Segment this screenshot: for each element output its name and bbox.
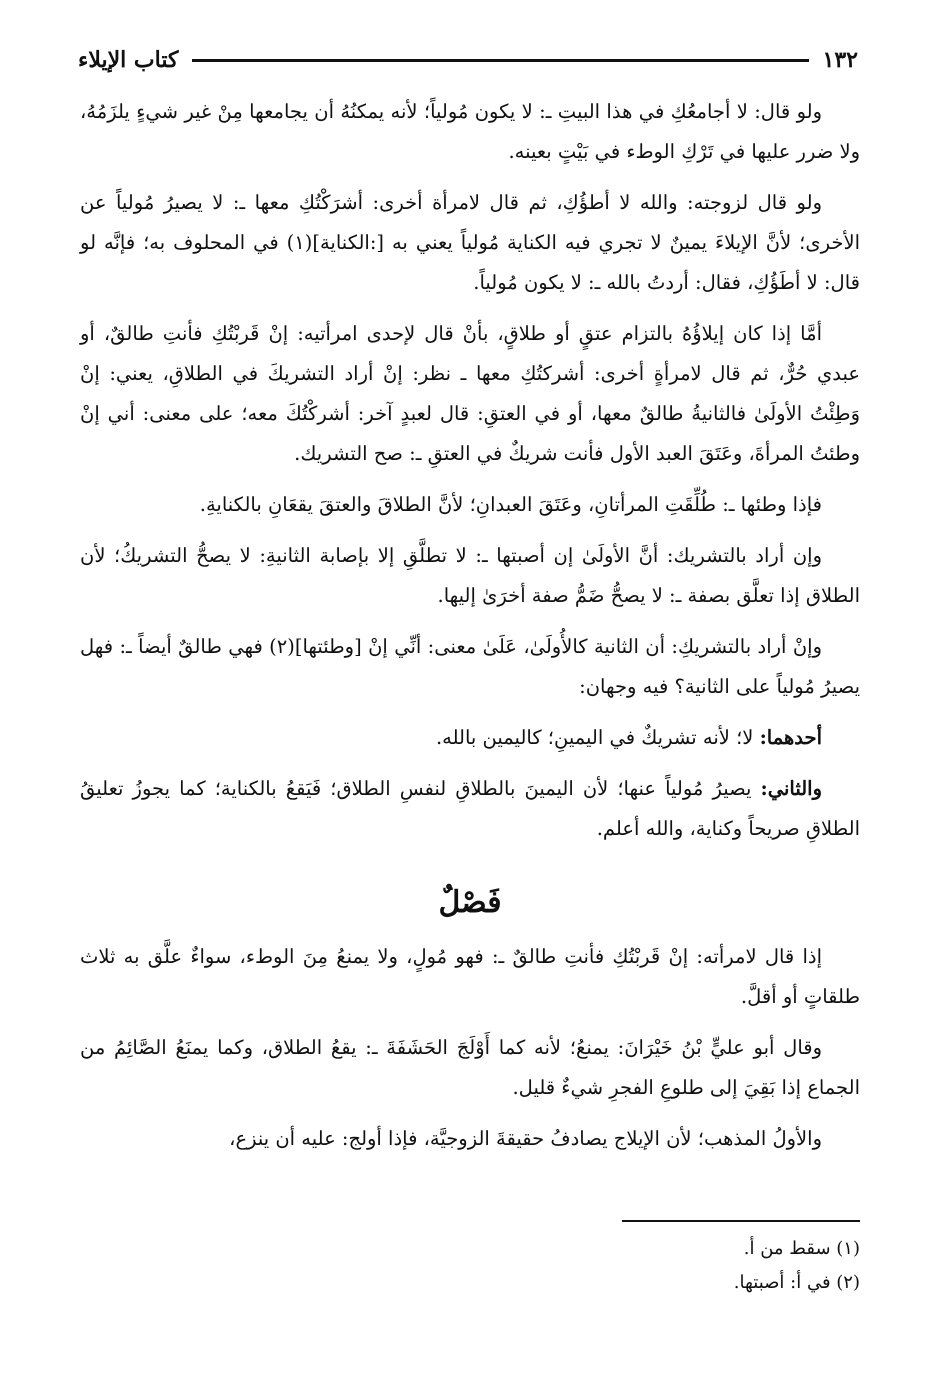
- page-header: [78, 40, 858, 80]
- paragraph: ولو قال: لا أجامعُكِ في هذا البيتِ ـ: لا يكون مُولياً؛ لأنه يمكنُهُ أن يجامعها مِنْ غير شيءٍ يلزَمُهُ، ولا ضرر عليها في تَرْكِ الوطء في بَيْتٍ بعينه.: [80, 100, 860, 163]
- footnotes: [80, 1232, 860, 1300]
- aspect-one-text: لا؛ لأنه تشريكٌ في اليمينِ؛ كاليمين بالله.: [435, 726, 760, 749]
- aspect-one-lead: أحدهما:: [759, 726, 822, 749]
- section-paragraph: إذا قال لامرأته: إنْ قَربْتُكِ فأنتِ طالقٌ ـ: فهو مُولٍ، ولا يمنعُ مِنَ الوطء، سواءٌ علَّق به ثلاث طلقاتٍ أو أقلَّ.: [80, 945, 860, 1008]
- aspect-two-lead: والثاني:: [760, 777, 822, 800]
- paragraph: ولو قال لزوجته: والله لا أطؤُكِ، ثم قال لامرأة أخرى: أشرَكْتُكِ معها ـ: لا يصيرُ مُولياً عن الأخرى؛ لأنَّ الإيلاءَ يمينٌ لا تجري فيه الكناية مُولياً يعني به [:الكناية](١) في المحلوف به؛ فإنَّه لو قال: لا أطَؤُكِ، فقال: أردتُ بالله ـ: لا يكون مُولياً.: [80, 191, 860, 294]
- paragraph: فإذا وطئها ـ: طُلِّقَتِ المرأتانِ، وعَتَقَ العبدانِ؛ لأنَّ الطلاقَ والعتقَ يقعَانِ بالكنايةِ.: [199, 493, 822, 516]
- section-paragraph: والأولُ المذهب؛ لأن الإيلاج يصادفُ حقيقةَ الزوجيَّة، فإذا أولج: عليه أن ينزع،: [229, 1127, 822, 1150]
- section-paragraph: وقال أبو عليٍّ بْنُ خَيْرَانَ: يمنعُ؛ لأنه كما أَوْلَجَ الحَشَفَةَ ـ: يقعُ الطلاق، وكما يمنَعُ الصَّائِمُ من الجماع إذا بَقِيَ إلى طلوعِ الفجرِ شيءٌ قليل.: [80, 1036, 860, 1099]
- aspect-one: [80, 718, 860, 758]
- paragraph: وإن أراد بالتشريك: أنَّ الأولَىٰ إن أصبتها ـ: لا تطلَّقِ إلا بإصابة الثانيةِ: لا يصحُّ التشريكُ؛ لأن الطلاق إذا تعلَّق بصفة ـ: لا يصحُّ ضَمُّ صفة أخرَىٰ إليها.: [80, 544, 860, 607]
- header-rule: [192, 59, 808, 62]
- paragraph: وإنْ أراد بالتشريكِ: أن الثانية كالأُولَىٰ، عَلَىٰ معنى: أنِّي إنْ [وطئتها](٢) فهي طالقٌ أيضاً ـ: فهل يصيرُ مُولياً على الثانية؟ فيه وجهان:: [80, 635, 860, 698]
- section-heading: فَصْلٌ: [438, 885, 502, 920]
- page-number: ١٣٢: [822, 47, 858, 73]
- footnote-2: (٢) في أ: أصبتها.: [733, 1272, 860, 1293]
- running-title: كتاب الإيلاء: [78, 47, 179, 73]
- aspect-two: [80, 769, 860, 849]
- footnote-1: (١) سقط من أ.: [743, 1238, 860, 1259]
- paragraph: أمَّا إذا كان إيلاؤُهُ بالتزام عتقٍ أو طلاقٍ، بأنْ قال لإحدى امرأتيه: إنْ قَربْتُكِ فأنتِ طالقٌ، أو عبدي حُرٌّ، ثم قال لامرأةٍ أخرى: أشركتُكِ معها ـ نظر: إنْ أراد التشريكَ في الطلاقِ، يعني: إنْ وَطِئْتُ الأولَىٰ فالثانيةُ طالقٌ معها، أو في العتقِ: قال لعبدٍ آخر: أشركْتُكَ معه؛ على معنى: أني إنْ وطئتُ المرأةَ، وعَتَقَ العبد الأول فأنت شريكٌ في العتقِ ـ: صح التشريك.: [80, 322, 860, 465]
- footnote-separator: [622, 1220, 860, 1222]
- main-text: [80, 92, 860, 1170]
- aspect-two-text: يصيرُ مُولياً عنها؛ لأن اليمينَ بالطلاقِ لنفسِ الطلاق؛ فَيَقعُ بالكناية؛ كما يجوزُ تعليقُ الطلاقِ صريحاً وكناية، والله أعلم.: [80, 777, 860, 840]
